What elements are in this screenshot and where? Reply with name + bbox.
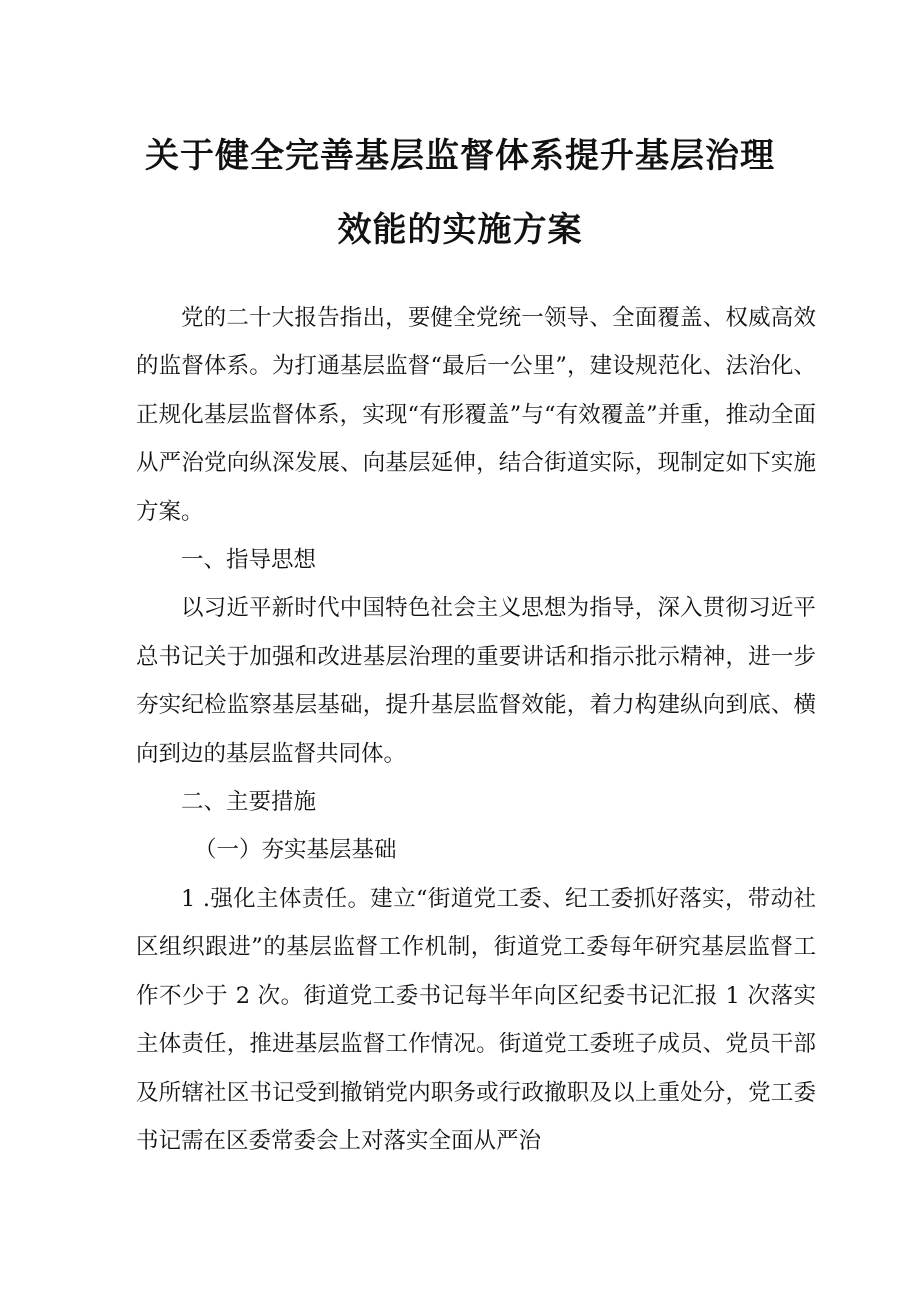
section-2-heading: 二、主要措施: [181, 789, 317, 816]
document-title-line-1: 关于健全完善基层监督体系提升基层治理: [145, 136, 775, 176]
intro-paragraph: 党的二十大报告指出，要健全党统一领导、全面覆盖、权威高效的监督体系。为打通基层监督“最后一公里”，建设规范化、法治化、正规化基层监督体系，实现“有形覆盖”与“有效覆盖”并重，推动全面从严治党向纵深发展、向基层延伸，结合街道实际，现制定如下实施方案。: [136, 305, 816, 525]
subsection-1-heading: （一）夯实基层基础: [194, 837, 397, 864]
document-title-line-2: 效能的实施方案: [337, 210, 583, 250]
section-1-paragraph: 以习近平新时代中国特色社会主义思想为指导，深入贯彻习近平总书记关于加强和改进基层治理的重要讲话和指示批示精神，进一步夯实纪检监察基层基础，提升基层监督效能，着力构建纵向到底、横向到边的基层监督共同体。: [136, 595, 816, 767]
section-1-heading: 一、指导思想: [181, 547, 317, 574]
item-1-paragraph: 1 .强化主体责任。建立“街道党工委、纪工委抓好落实，带动社区组织跟进”的基层监督工作机制，街道党工委每年研究基层监督工作不少于 2 次。街道党工委书记每半年向区纪委书记汇报 1 次落实主体责任，推进基层监督工作情况。街道党工委班子成员、党员干部及所辖社区书记受到撤销党内职务或行政撤职及以上重处分，党工委书记需在区委常委会上对落实全面从严治: [136, 885, 816, 1154]
document-body: [136, 294, 816, 1165]
